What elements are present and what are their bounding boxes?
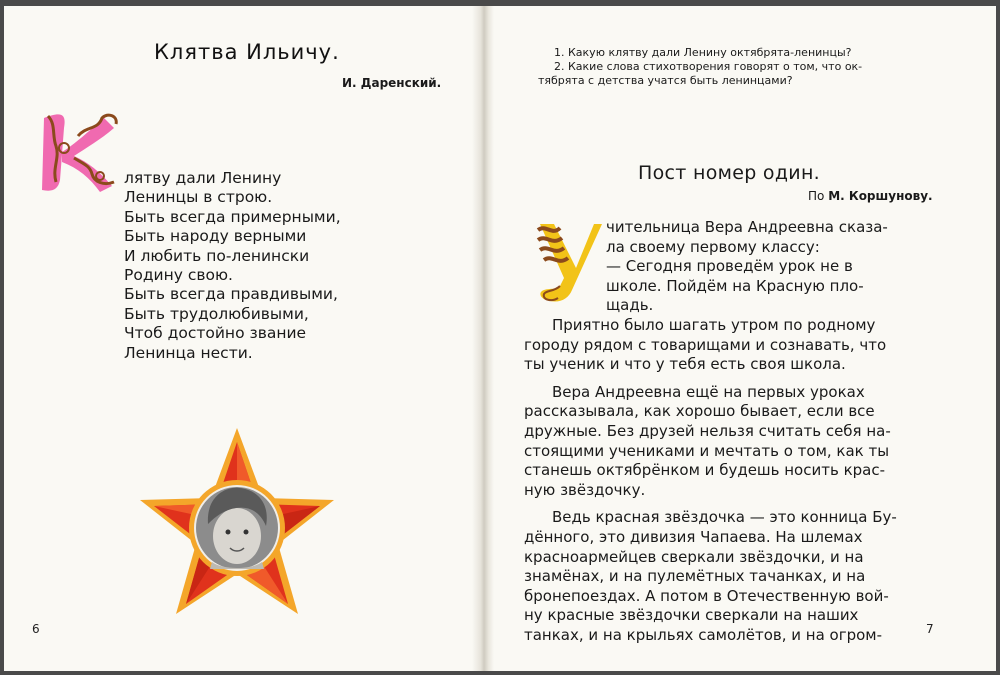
story-line: стоящими учениками и мечтать о том, как ты <box>524 441 890 460</box>
poem-line: Быть всегда примерными, <box>124 207 341 226</box>
book-gutter <box>472 6 494 671</box>
poem-author: И. Даренский. <box>342 76 442 90</box>
story-line: станешь октябрёнком и будешь носить крас- <box>524 461 886 480</box>
poem-line: Чтоб достойно звание <box>124 324 307 343</box>
poem <box>124 169 341 363</box>
story-line: Вера Андреевна ещё на первых уроках <box>552 382 865 401</box>
poem-line: Ленинцы в строю. <box>124 188 273 207</box>
poem-line: Родину свою. <box>124 265 233 284</box>
story-title: Пост номер один. <box>638 162 821 184</box>
story-line: — Сегодня проведём урок не в <box>606 257 853 276</box>
story-line: рассказывала, как хорошо бывает, если все <box>524 402 875 421</box>
story-line: ты ученик и что у тебя есть своя школа. <box>524 355 846 374</box>
poem-title: Клятва Ильичу. <box>154 40 340 64</box>
story-line: ну красные звёздочки сверкали на наших <box>524 606 859 625</box>
story-author <box>808 189 933 203</box>
story-line: бронепоездах. А потом в Отечественную вой- <box>524 586 889 605</box>
story-line: Приятно было шагать утром по родному <box>552 315 876 334</box>
book-spread <box>4 6 996 671</box>
octobrist-star-badge <box>136 424 338 618</box>
question-line: тябрята с детства учатся быть ленинцами? <box>538 74 793 87</box>
question-line: 2. Какие слова стихотворения говорят о том, что ок- <box>554 60 863 73</box>
dropcap-k-icon <box>34 106 124 196</box>
poem-line: И любить по-ленински <box>124 246 310 265</box>
story-line: школе. Пойдём на Красную пло- <box>606 276 864 295</box>
author-name: М. Коршунову. <box>828 189 933 203</box>
story-line: городу рядом с товарищами и сознавать, что <box>524 335 887 354</box>
story-line: красноармейцев сверкали звёздочки, и на <box>524 547 864 566</box>
poem-line: Ленинца нести. <box>124 343 253 362</box>
story-line: дённого, это дивизия Чапаева. На шлемах <box>524 527 863 546</box>
story-line: знамёнах, и на пулемётных тачанках, и на <box>524 567 866 586</box>
story-line: ную звёздочку. <box>524 480 646 499</box>
story-text <box>524 218 944 645</box>
left-page <box>4 6 474 671</box>
story-line: щадь. <box>606 296 654 315</box>
poem-line: Быть трудолюбивыми, <box>124 304 309 323</box>
story-line: ла своему первому классу: <box>606 237 820 256</box>
poem-line: Быть всегда правдивыми, <box>124 285 338 304</box>
right-page <box>494 6 996 671</box>
story-line: танках, и на крыльях самолётов, и на огром- <box>524 625 883 644</box>
questions <box>538 46 938 88</box>
question-line: 1. Какую клятву дали Ленину октябрята-ленинцы? <box>554 46 852 59</box>
author-prefix: По <box>808 189 825 203</box>
page-number-right: 7 <box>926 622 934 636</box>
page-number-left: 6 <box>32 622 40 636</box>
story-line: дружные. Без друзей нельзя считать себя на- <box>524 421 891 440</box>
story-line: Ведь красная звёздочка — это конница Бу- <box>552 508 897 527</box>
poem-line: Быть народу верными <box>124 227 307 246</box>
story-line: чительница Вера Андреевна сказа- <box>606 218 888 236</box>
poem-line: лятву дали Ленину <box>124 169 282 187</box>
